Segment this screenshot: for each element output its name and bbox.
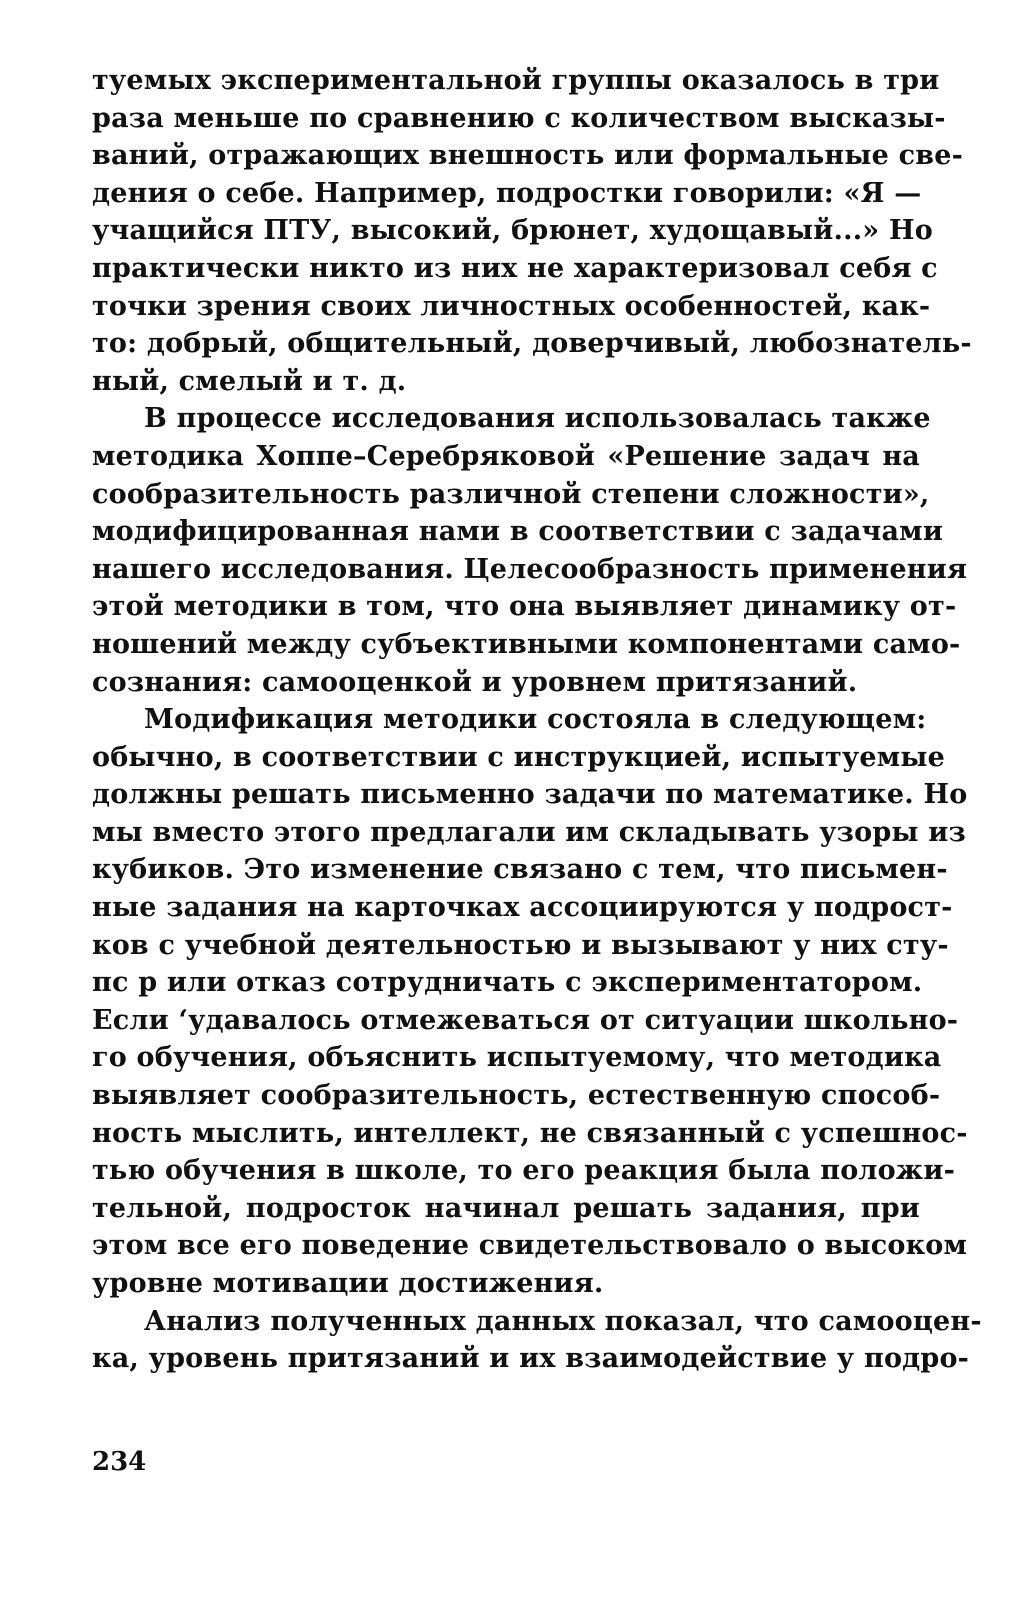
text-line: модифицированная нами в соответствии с задачами bbox=[92, 516, 944, 548]
text-line: дения о себе. Например, подростки говорили: «Я — bbox=[92, 177, 922, 209]
text-line: ношений между субъективными компонентами само- bbox=[92, 628, 961, 660]
text-line: сознания: самооценкой и уровнем притязаний. bbox=[92, 666, 858, 698]
text-line: ный, смелый и т. д. bbox=[92, 365, 407, 397]
text-line: практически никто из них не характеризовал себя с bbox=[92, 252, 938, 284]
text-line: тью обучения в школе, то его реакция была положи- bbox=[92, 1155, 955, 1187]
text-line: точки зрения своих личностных особенностей, как- bbox=[92, 290, 931, 322]
text-line: ка, уровень притязаний и их взаимодействие у подро- bbox=[92, 1343, 970, 1375]
text-line: тельной, подросток начинал решать задания, при bbox=[92, 1192, 920, 1224]
text-line: должны решать письменно задачи по математике. Но bbox=[92, 779, 968, 811]
paragraph-start-line: В процессе исследования использовалась также bbox=[144, 403, 931, 435]
text-line: туемых экспериментальной группы оказалось в три bbox=[92, 65, 940, 96]
text-line: этом все его поведение свидетельствовало о высоком bbox=[92, 1230, 968, 1262]
paragraph-start-line: Анализ полученных данных показал, что самооцен- bbox=[144, 1305, 982, 1337]
text-line: пс р или отказ сотрудничать с экспериментатором. bbox=[92, 967, 923, 999]
text-line: ваний, отражающих внешность или формальные све- bbox=[92, 140, 963, 172]
text-line: уровне мотивации достижения. bbox=[92, 1268, 604, 1299]
text-line: мы вместо этого предлагали им складывать узоры из bbox=[92, 816, 966, 848]
text-line: методика Хоппе–Серебряковой «Решение задач на bbox=[92, 440, 920, 472]
text-line: ков с учебной деятельностью и вызывают у них сту- bbox=[92, 929, 949, 961]
text-line: ные задания на карточках ассоциируются у подрост- bbox=[92, 892, 953, 924]
text-line: то: добрый, общительный, доверчивый, любознатель- bbox=[92, 328, 972, 360]
text-line: Если ‘удавалось отмежеваться от ситуации школьно- bbox=[92, 1004, 959, 1036]
text-line: учащийся ПТУ, высокий, брюнет, худощавый...» Но bbox=[92, 215, 933, 247]
text-line: выявляет сообразительность, естественную способ- bbox=[92, 1080, 941, 1112]
body-text bbox=[92, 62, 982, 1378]
text-line: сообразительность различной степени сложности», bbox=[92, 478, 930, 510]
text-line: ность мыслить, интеллект, не связанный с успешнос- bbox=[92, 1117, 968, 1149]
paragraph-start-line: Модификация методики состояла в следующем: bbox=[144, 704, 927, 736]
text-line: нашего исследования. Целесообразность применения bbox=[92, 553, 968, 585]
text-line: раза меньше по сравнению с количеством высказы- bbox=[92, 102, 946, 134]
text-line: этой методики в том, что она выявляет динамику от- bbox=[92, 591, 957, 623]
text-line: го обучения, объяснить испытуемому, что методика bbox=[92, 1042, 942, 1074]
text-line: обычно, в соответствии с инструкцией, испытуемые bbox=[92, 741, 946, 773]
text-line: кубиков. Это изменение связано с тем, что письмен- bbox=[92, 854, 948, 886]
page-number: 234 bbox=[92, 1447, 147, 1477]
